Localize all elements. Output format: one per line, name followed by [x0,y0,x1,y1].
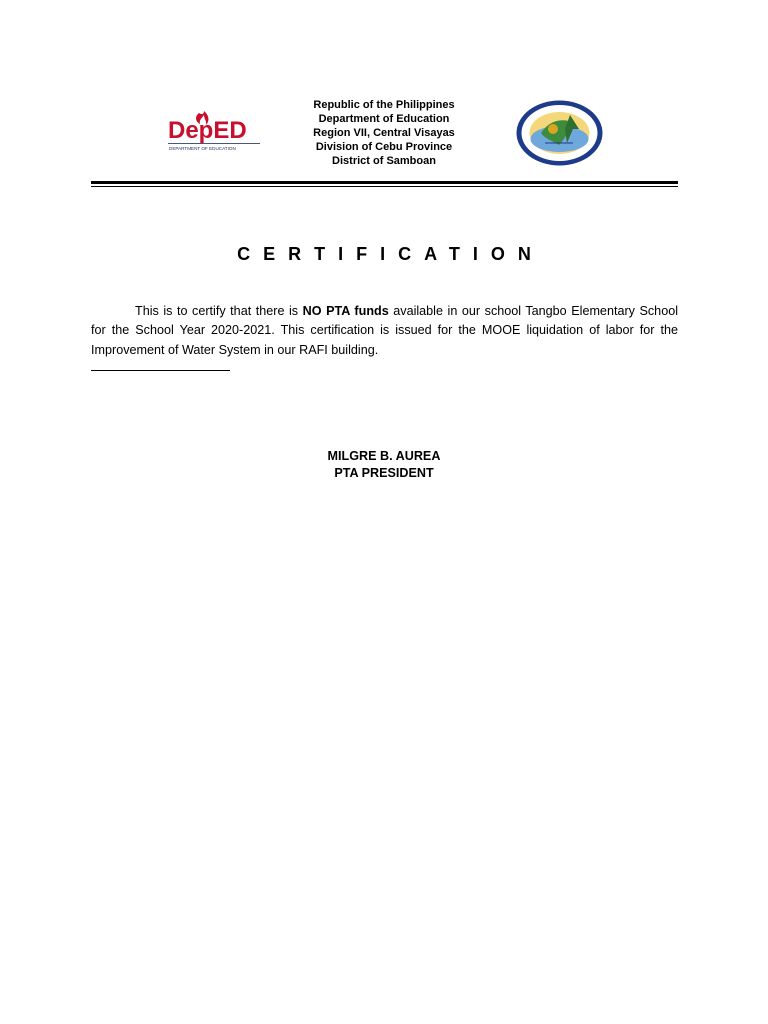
letterhead-line-1: Republic of the Philippines [313,99,455,111]
letterhead-line-2: Department of Education [318,113,450,125]
letterhead-line-5: District of Samboan [332,155,436,167]
letterhead-line-3: Region VII, Central Visayas [313,127,455,139]
deped-logo-subtext: DEPARTMENT OF EDUCATION [169,146,236,151]
document-title: CERTIFICATION [237,244,544,264]
certification-body [91,302,678,360]
signatory-block [0,448,768,482]
header-divider-thick [91,181,678,184]
body-text-part-1: This is to certify that there is [135,304,303,318]
deped-logo [166,107,262,155]
division-seal-logo [515,99,604,167]
header-divider-thin [91,186,678,187]
signatory-name: MILGRE B. AUREA [327,449,441,463]
letterhead [284,98,484,168]
deped-wordmark-left: DepED [168,117,247,144]
body-text-part-2: available in our school Tangbo Elementary School for the School Year 2020-2021. This certification is issued for the MOOE liquidation of labor for the Improvement of Water System in our RAFI building. [91,304,678,357]
body-emphasis: NO PTA funds [302,304,389,318]
letterhead-line-4: Division of Cebu Province [315,141,453,153]
blank-underline [91,370,230,371]
signatory-position: PTA PRESIDENT [334,466,434,480]
